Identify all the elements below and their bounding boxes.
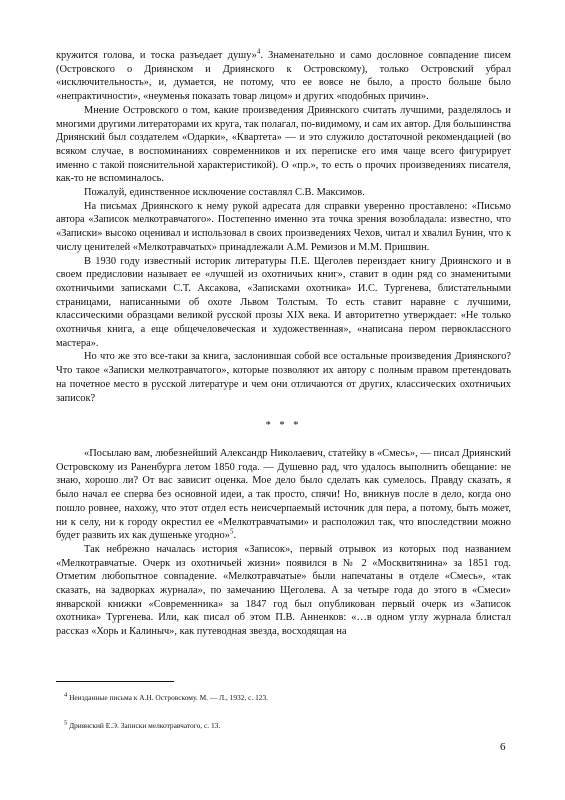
main-text [56,49,511,639]
section-separator: * * * [265,420,302,432]
paragraph-8: Так небрежно началась история «Записок», первый отрывок из которых под названием «Мелкотравчатые. Очерк из охотничьей жизни» появился в № 2 «Москвитянина» за 1851 год. Отметим любопытное совпадение. «Мелкотравчатые» были напечатаны в отделе «Смесь», «так сказать, на задворках журнала», по замечанию Щеголева. А за четыре года до этого в «Смеси» январской книжки «Современника» за 1847 год был опубликован первый очерк из «Записок охотника» Тургенева. Или, как писал об этом П.В. Анненков: «…в одном углу журнала блистал рассказ «Хорь и Калиныч», как путеводная звезда, восходящая на [56,543,511,638]
footnote-ref-4: 4 [256,47,261,56]
paragraph-3: Пожалуй, единственное исключение составлял С.В. Максимов. [84,187,365,199]
footnote-number: 4 [64,691,68,699]
footnote-number: 5 [64,719,68,727]
footnote-5 [64,721,220,731]
paragraph-4: На письмах Дриянского к нему рукой адресата для справки уверенно проставлено: «Письмо автора «Записок мелкотравчатого». Постепенно именно эта точка зрения возобладала: известно, что «Записки» высоко оценивал и использовал в своих произведениях Чехов, читал и хвалил Бунин, что к числу ценителей «Мелкотравчатых» принадлежали А.М. Ремизов и М.М. Пришвин. [56,200,511,253]
footnote-ref-5: 5 [229,527,234,536]
paragraph-6: Но что же это все-таки за книга, заслонившая собой все остальные произведения Дриянского? Что такое «Записки мелкотравчатого», которые позволяют их автору с полным правом претендовать на почетное место в русской литературе и чем они отличаются от других, классических охотничьих записок? [56,351,511,404]
footnote-text: Дриянский Е.Э. Записки мелкотравчатого, с. 13. [69,721,221,730]
paragraph-2: Мнение Островского о том, какие произведения Дриянского считать лучшими, разделялось и многими другими литераторами их круга, так полагал, по-видимому, и сам их автор. Для большинства Дриянский был создателем «Одарки», «Квартета» — и это служило достаточной рекомендацией (во всяком случае, в воспоминаниях современников и их переписке его имя чаще всего фигурирует именно с такой пояснительной характеристикой). О «пр.», то есть о прочих произведениях писателя, как-то не вспоминалось. [56,104,511,185]
paragraph-text-tail: . [233,530,237,542]
paragraph-text: «Посылаю вам, любезнейший Александр Николаевич, статейку в «Смесь», — писал Дриянский Островскому из Раненбурга летом 1850 года. — Душевно рад, что удалось выполнить обещание: не знаю, хорошо ли? От вас зависит оценка. Мое дело было сделать как сумелось. Правду сказать, я было начал ее сперва без основной идеи, а так просто, спячи! Но, вникнув после в дело, когда оно пошло ровнее, нахожу, что этот отдел есть неисчерпаемый источник для пера, а потому, быть может, ни к селу, ни к городу окрестил ее «Мелкотравчатыми» и расположил так, что впоследствии можно будет развить их как душеньке угодно» [56,447,511,542]
footnote-text: Неизданные письма к А.Н. Островскому. М. — Л., 1932, с. 123. [69,693,269,702]
paragraph-5: В 1930 году известный историк литературы П.Е. Щеголев переиздает книгу Дриянского и в своем предисловии называет ее «лучшей из охотничьих книг», ставит в один ряд со знаменитыми охотничьими записками С.Т. Аксакова, «Записками охотника» И.С. Тургенева, блистательными страницами, написанными об охоте Львом Толстым. То есть ставит наравне с лучшими, классическими образцами великой русской прозы XIX века. И авторитетно утверждает: «Не только охотничья книга, а еще общечеловеческая и художественная», «написана пером первоклассного мастера». [56,255,511,349]
footnote-4 [64,693,268,703]
paragraph-text-tail: . Знаменательно и само дословное совпадение писем (Островского о Дриянском и Дриянского к Островскому), только Островский убрал «исключительность», и, думается, не потому, что ее вовсе не было, а просто больше было «непрактичности», «неуменья показать товар лицом» и других «подобных причин». [56,50,512,103]
footnote-divider [56,681,174,682]
page-number: 6 [500,741,506,753]
paragraph-7 [56,447,511,543]
paragraph-1 [56,49,511,104]
paragraph-text: кружится голова, и тоска разъедает душу» [56,50,257,61]
